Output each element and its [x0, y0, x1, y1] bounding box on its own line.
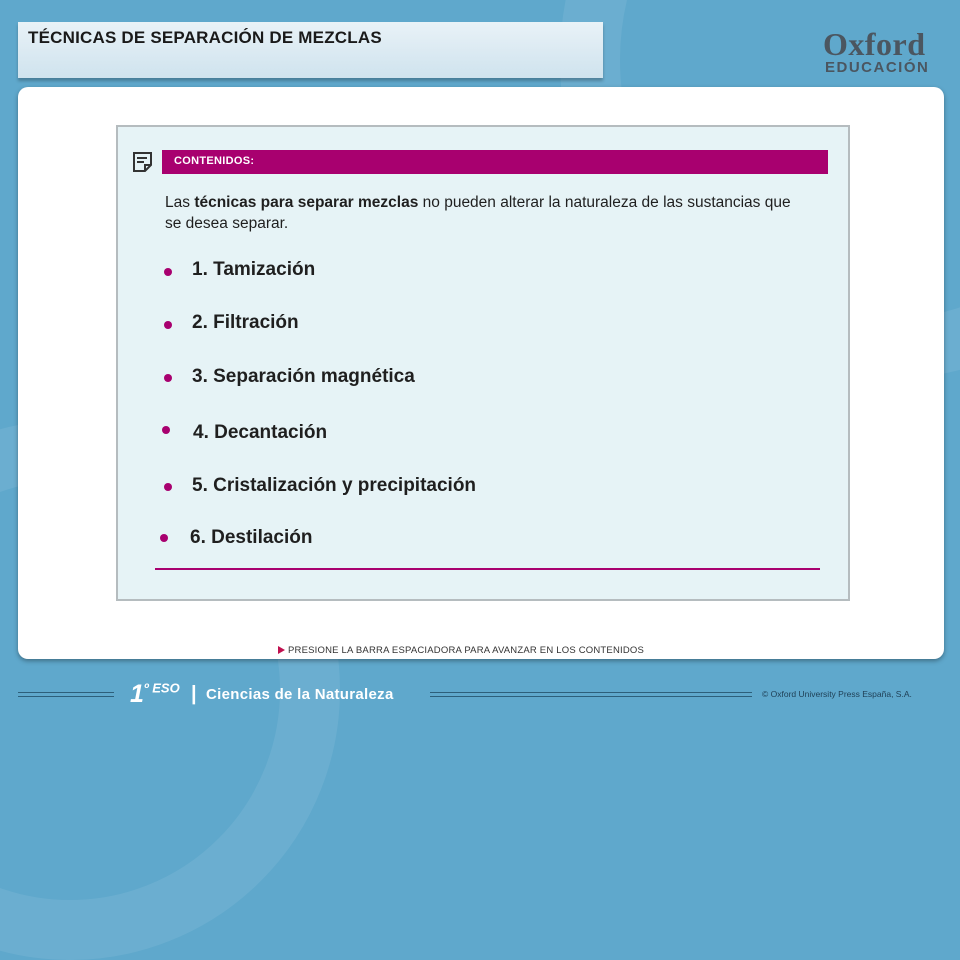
navigation-hint: [278, 645, 644, 656]
intro-suffix: no pueden alterar la naturaleza de las sustancias que se desea separar.: [165, 194, 791, 232]
bullet-icon: [164, 321, 172, 329]
item-label: 2. Filtración: [192, 312, 299, 333]
subject-label: Ciencias de la Naturaleza: [206, 686, 394, 703]
item-label: 3. Separación magnética: [192, 366, 415, 387]
intro-prefix: Las: [165, 194, 195, 211]
intro-highlight: técnicas para separar mezclas: [194, 194, 419, 211]
footer-separator: |: [191, 683, 197, 705]
bullet-icon: [160, 534, 168, 542]
intro-text: [165, 192, 805, 234]
footer-line-left: [18, 692, 114, 693]
hint-text: PRESIONE LA BARRA ESPACIADORA PARA AVANZAR EN LOS CONTENIDOS: [288, 645, 645, 656]
contents-label: CONTENIDOS:: [174, 155, 255, 167]
footer-line-right: [430, 696, 752, 697]
bullet-icon: [162, 426, 170, 434]
bullet-icon: [164, 374, 172, 382]
footer-line-left: [18, 696, 114, 697]
course-level: º ESO: [143, 680, 180, 696]
course-number: 1: [130, 680, 144, 708]
arrow-right-icon: [278, 646, 285, 654]
item-label: 6. Destilación: [190, 527, 313, 548]
note-icon: [131, 150, 155, 174]
item-label: 5. Cristalización y precipitación: [192, 475, 477, 496]
logo-wordmark: Oxford: [823, 26, 926, 62]
course-label: [130, 680, 180, 709]
bullet-icon: [164, 483, 172, 491]
copyright-text: © Oxford University Press España, S.A.: [762, 689, 912, 699]
page-title: TÉCNICAS DE SEPARACIÓN DE MEZCLAS: [28, 28, 382, 47]
item-label: 1. Tamización: [192, 259, 316, 280]
footer-line-right: [430, 692, 752, 693]
divider: [155, 568, 820, 570]
item-label: 4. Decantación: [193, 422, 328, 443]
logo-subtitle: EDUCACIÓN: [825, 59, 930, 76]
bullet-icon: [164, 268, 172, 276]
contents-header: [162, 150, 828, 174]
